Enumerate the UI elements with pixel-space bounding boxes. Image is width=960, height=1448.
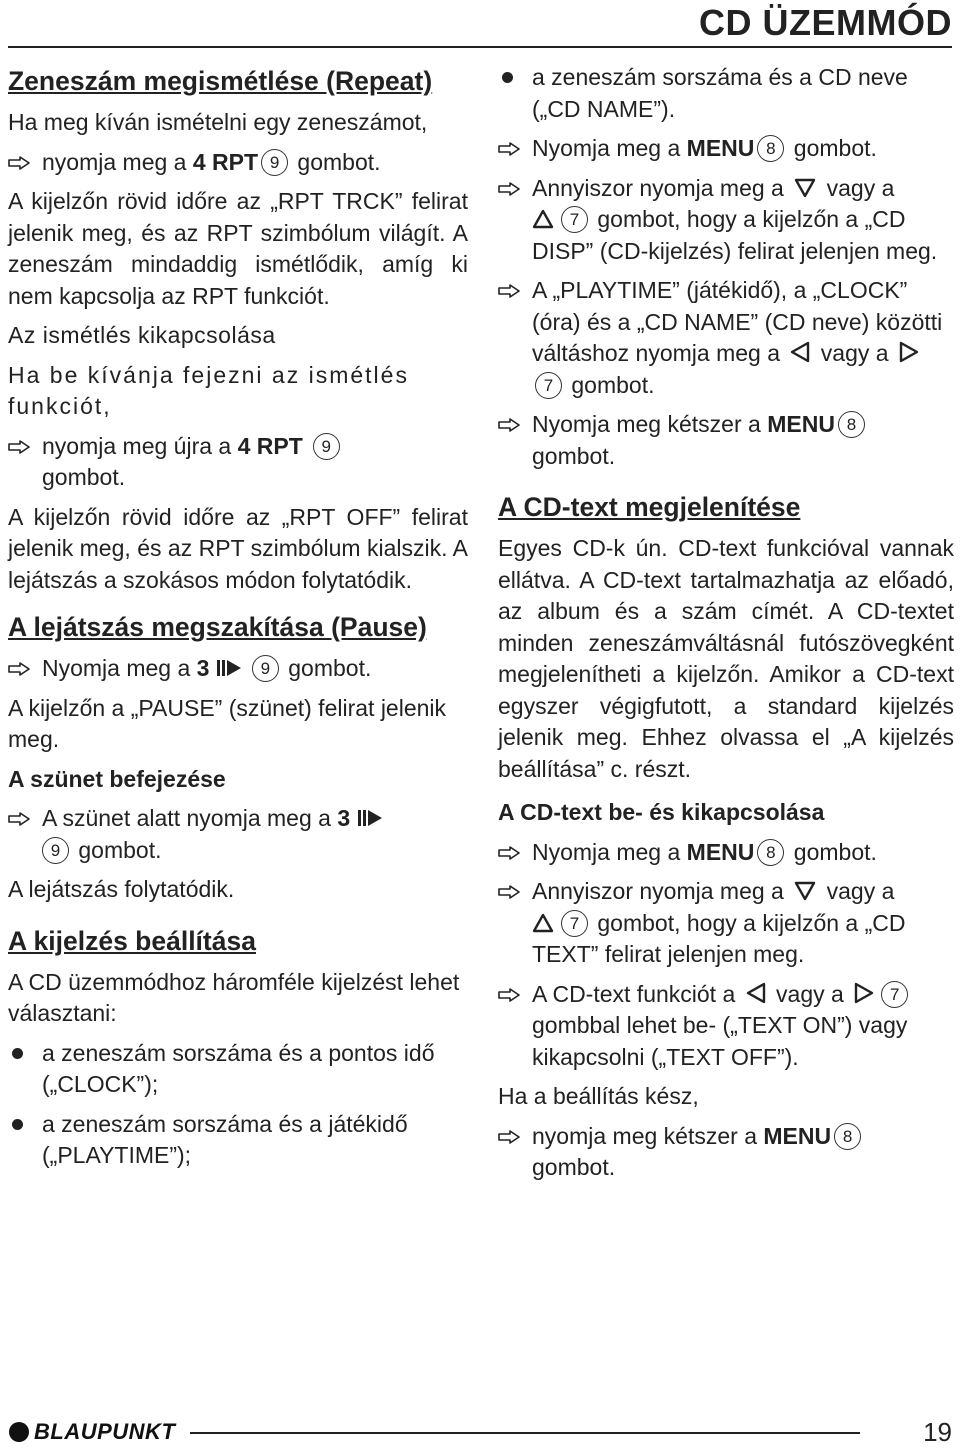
brand-dot-icon [8, 1421, 30, 1443]
button-name: MENU [686, 135, 755, 161]
cdtext-done-text: Ha a beállítás kész, [498, 1083, 699, 1109]
button-number: 7 [561, 206, 588, 233]
play-pause-icon [216, 658, 242, 678]
page-title: CD ÜZEMMÓD [699, 2, 952, 43]
display-intro: A CD üzemmódhoz háromféle kijelzést lehet választani: [8, 968, 460, 1026]
cdtext-step-3: A CD-text funkciót a vagy a 7 gombbal lehet be- („TEXT ON”) vagy kikapcsolni („TEXT OFF”). [498, 979, 954, 1074]
button-number: 9 [42, 837, 69, 864]
button-number: 9 [261, 149, 288, 176]
button-name: MENU [686, 838, 755, 865]
left-triangle-icon [746, 982, 766, 1004]
bullet-icon [502, 72, 513, 83]
repeat-off-step: nyomja meg újra a 4 RPT 9 gombot. [8, 431, 468, 494]
step-arrow-icon [8, 662, 30, 676]
header-rule [8, 46, 952, 48]
display-step-1: Nyomja meg a MENU 8 gombot. [498, 133, 954, 165]
down-triangle-icon [794, 178, 816, 198]
right-triangle-icon [854, 982, 874, 1004]
step-arrow-icon [8, 440, 30, 454]
repeat-step: nyomja meg a 4 RPT 9 gombot. [8, 147, 468, 179]
step-arrow-icon [498, 885, 520, 899]
right-column [498, 62, 954, 1192]
step-arrow-icon [498, 846, 520, 860]
footer-rule [190, 1432, 860, 1434]
bullet-icon [12, 1119, 23, 1130]
pause-end-step: A szünet alatt nyomja meg a 3 9 gombot. [8, 803, 468, 866]
step-arrow-icon [498, 284, 520, 298]
step-arrow-icon [498, 418, 520, 432]
step-arrow-icon [498, 1130, 520, 1144]
button-number: 8 [838, 411, 865, 438]
button-name: 3 [196, 655, 210, 681]
display-step-2: Annyiszor nyomja meg a vagy a 7 gombot, hogy a kijelzőn a „CD DISP” (CD-kijelzés) felirat jelenjen meg. [498, 173, 954, 268]
section-title-display: A kijelzés beállítása [8, 925, 256, 956]
button-number: 7 [535, 372, 562, 399]
down-triangle-icon [794, 881, 816, 901]
button-name: 4 RPT [192, 148, 259, 175]
section-title-repeat-off: Az ismétlés kikapcsolása [8, 322, 276, 348]
button-name: MENU [763, 1122, 832, 1149]
step-arrow-icon [8, 812, 30, 826]
cdtext-step-2: Annyiszor nyomja meg a vagy a 7 gombot, hogy a kijelzőn a „CD TEXT” felirat jelenjen meg. [498, 876, 954, 971]
display-step-3: A „PLAYTIME” (játékidő), a „CLOCK” (óra) és a „CD NAME” (CD neve) közötti váltáshoz nyomja meg a vagy a 7 gombot. [498, 275, 954, 401]
button-number: 8 [834, 1123, 861, 1150]
right-triangle-icon [899, 341, 919, 363]
section-title-cdtext: A CD-text megjelenítése [498, 492, 801, 522]
bullet-icon [12, 1048, 23, 1059]
section-title-pause: A lejátszás megszakítása (Pause) [8, 612, 427, 642]
repeat-text: A kijelzőn rövid időre az „RPT TRCK” felirat jelenik meg, és az RPT szimbólum világít. A zeneszám mindaddig ismétlődik, amíg ki nem kapcsolja az RPT funkciót. [8, 188, 468, 309]
section-title-pause-end: A szünet befejezése [8, 765, 226, 792]
play-pause-icon [357, 808, 383, 828]
pause-text: A kijelzőn a „PAUSE” (szünet) felirat jelenik meg. [8, 694, 447, 752]
brand-logo: BLAUPUNKT [8, 1418, 175, 1446]
page-number: 19 [923, 1417, 952, 1447]
pause-step: Nyomja meg a 3 9 gombot. [8, 653, 468, 685]
up-triangle-icon [532, 913, 554, 933]
button-name: 3 [337, 805, 351, 831]
cdtext-step-1: Nyomja meg a MENU 8 gombot. [498, 837, 954, 869]
button-number: 7 [881, 981, 908, 1008]
button-name: 4 RPT [237, 432, 303, 459]
repeat-off-intro: Ha be kívánja fejezni az ismétlés funkciót, [8, 361, 409, 419]
left-triangle-icon [790, 341, 810, 363]
display-step-4: Nyomja meg kétszer a MENU 8 gombot. [498, 409, 954, 472]
list-item: a zeneszám sorszáma és a pontos idő („CLOCK”); [8, 1038, 468, 1101]
repeat-intro: Ha meg kíván ismételni egy zeneszámot, [8, 109, 428, 135]
section-title-cdtext-onoff: A CD-text be- és kikapcsolása [498, 799, 825, 825]
cdtext-text: Egyes CD-k ún. CD-text funkcióval vannak ellátva. A CD-text tartalmazhatja az előadó, az album és a szám címét. A CD-textet minden zeneszámváltásnál futószövegként megjelenítheti a kijelzőn. Amikor a CD-text egyszer végigfutott, a standard kijelzés jelenik meg. Ehhez olvassa el „A kijelzés beállítása” c. részt. [498, 535, 954, 782]
step-arrow-icon [8, 156, 30, 170]
button-name: MENU [767, 411, 835, 437]
list-item: a zeneszám sorszáma és a CD neve („CD NAME”). [498, 62, 954, 125]
step-arrow-icon [498, 142, 520, 156]
button-number: 8 [757, 135, 784, 162]
button-number: 9 [313, 433, 340, 460]
repeat-off-text: A kijelzőn rövid időre az „RPT OFF” felirat jelenik meg, és az RPT szimbólum kialszik. A lejátszás a szokásos módon folytatódik. [8, 503, 468, 593]
cdtext-step-4: nyomja meg kétszer a MENU 8 gombot. [498, 1121, 954, 1184]
step-arrow-icon [498, 988, 520, 1002]
step-arrow-icon [498, 182, 520, 196]
pause-end-text: A lejátszás folytatódik. [8, 876, 235, 902]
button-number: 9 [252, 655, 279, 682]
list-item: a zeneszám sorszáma és a játékidő („PLAYTIME”); [8, 1109, 468, 1172]
button-number: 7 [561, 910, 588, 937]
section-title-repeat: Zeneszám megismétlése (Repeat) [8, 66, 433, 96]
left-column [8, 62, 468, 1180]
up-triangle-icon [532, 209, 554, 229]
button-number: 8 [757, 839, 784, 866]
